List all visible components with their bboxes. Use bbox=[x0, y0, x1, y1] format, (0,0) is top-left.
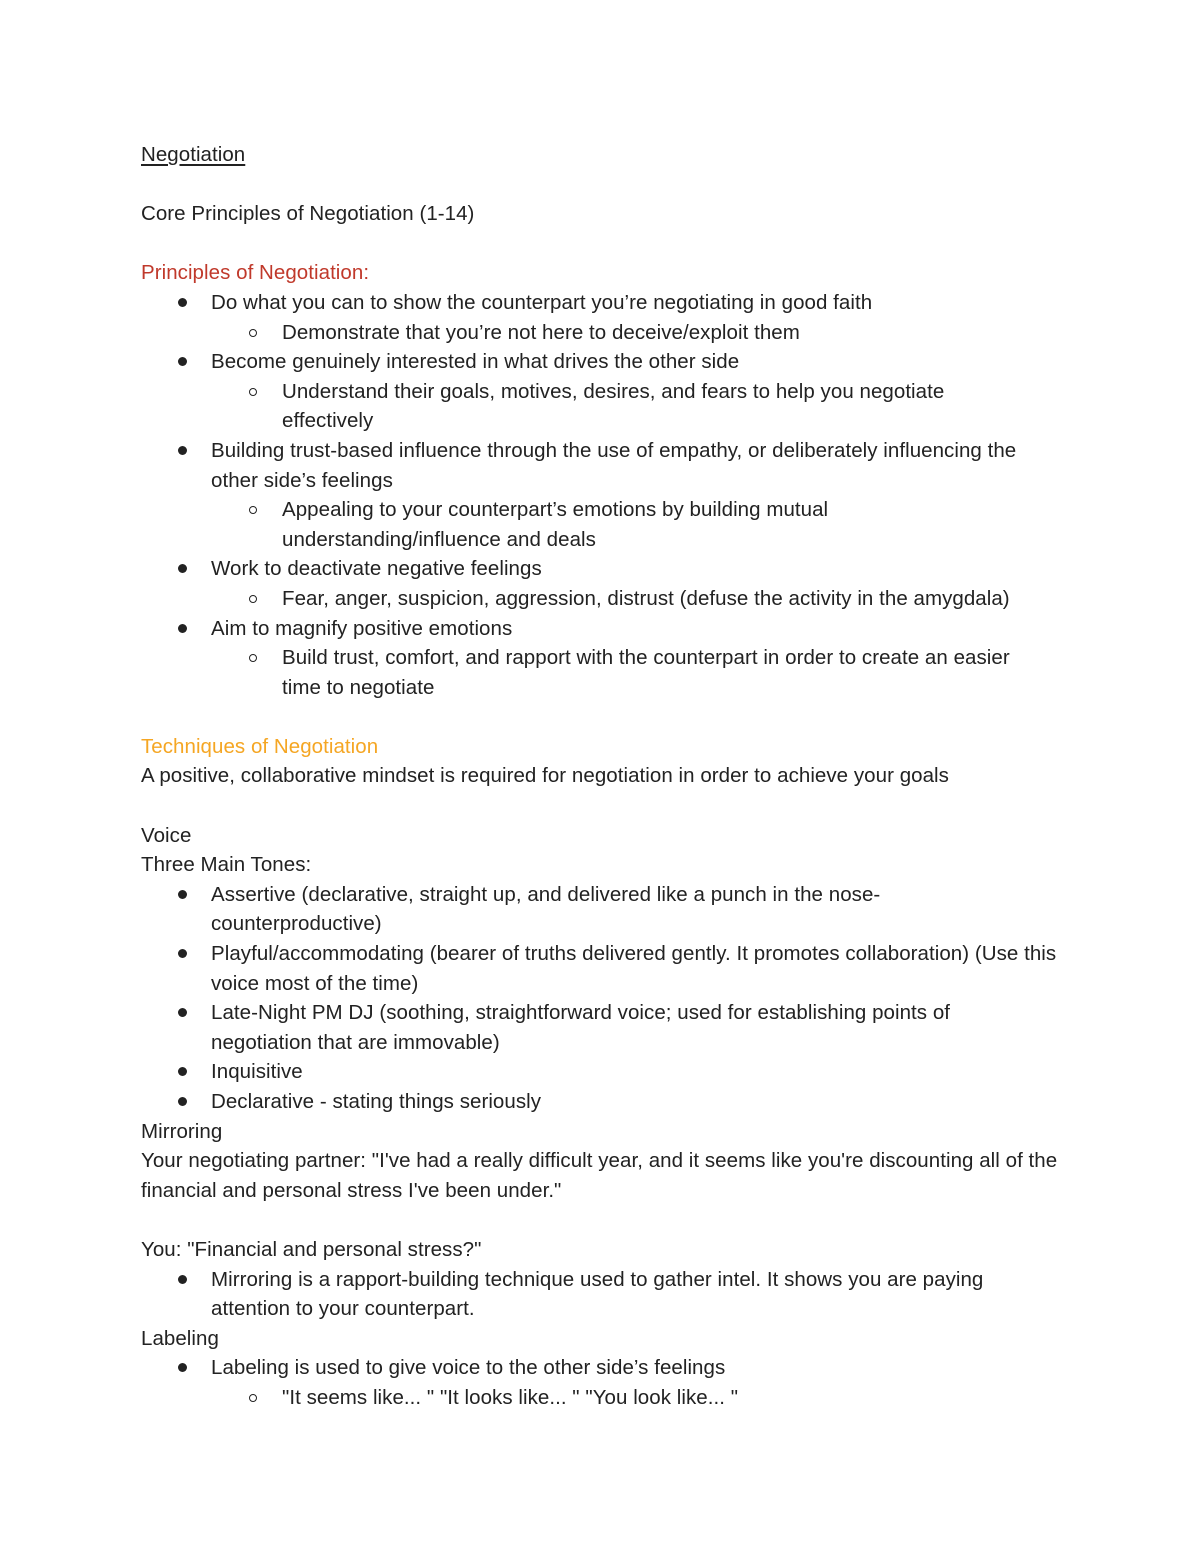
sub-list bbox=[211, 495, 1071, 554]
labeling-list bbox=[141, 1353, 1071, 1412]
voice-subheading: Three Main Tones: bbox=[141, 853, 312, 877]
sub-list bbox=[211, 377, 1071, 436]
hollow-bullet-icon bbox=[249, 595, 257, 603]
list-item: Labeling is used to give voice to the other side’s feelings "It seems like... " "It looks like... " "You look like... " bbox=[141, 1353, 1071, 1412]
list-item: Playful/accommodating (bearer of truths delivered gently. It promotes collaboration) (Use this voice most of the time) bbox=[141, 939, 1071, 998]
spacer bbox=[141, 170, 1071, 200]
spacer bbox=[141, 1205, 1071, 1235]
hollow-bullet-icon bbox=[249, 654, 257, 662]
hollow-bullet-icon bbox=[249, 329, 257, 337]
sub-list-item: Fear, anger, suspicion, aggression, distrust (defuse the activity in the amygdala) bbox=[211, 584, 1071, 614]
bullet-icon bbox=[178, 298, 187, 307]
list-item: Mirroring is a rapport-building technique used to gather intel. It shows you are paying attention to your counterpart. bbox=[141, 1265, 1071, 1324]
sub-list bbox=[211, 584, 1071, 614]
voice-list bbox=[141, 880, 1071, 1117]
labeling-heading: Labeling bbox=[141, 1326, 219, 1350]
document-title: Negotiation bbox=[141, 143, 246, 166]
bullet-icon bbox=[178, 890, 187, 899]
list-item: Inquisitive bbox=[141, 1057, 1071, 1087]
sub-list-item: Demonstrate that you’re not here to deceive/exploit them bbox=[211, 318, 1071, 348]
mirroring-list bbox=[141, 1265, 1071, 1324]
sub-list bbox=[211, 318, 1071, 348]
hollow-bullet-icon bbox=[249, 506, 257, 514]
list-item: Building trust-based influence through the use of empathy, or deliberately influencing the other side’s feelings Appealing to your counterpart’s emotions by building mutual understanding/influence and deals bbox=[141, 436, 1071, 554]
spacer bbox=[141, 791, 1071, 821]
list-item: Do what you can to show the counterpart you’re negotiating in good faith Demonstrate that you’re not here to deceive/exploit them bbox=[141, 288, 1071, 347]
list-item: Assertive (declarative, straight up, and delivered like a punch in the nose- counterproductive) bbox=[141, 880, 1071, 939]
voice-heading: Voice bbox=[141, 823, 192, 847]
you-quote: You: "Financial and personal stress?" bbox=[141, 1237, 482, 1261]
spacer bbox=[141, 229, 1071, 259]
principles-list bbox=[141, 288, 1071, 702]
document-subtitle: Core Principles of Negotiation (1-14) bbox=[141, 202, 475, 226]
techniques-intro: A positive, collaborative mindset is required for negotiation in order to achieve your goals bbox=[141, 764, 949, 788]
sub-list bbox=[211, 1383, 1071, 1413]
mirroring-heading: Mirroring bbox=[141, 1119, 223, 1143]
sub-list-item: Appealing to your counterpart’s emotions by building mutual understanding/influence and deals bbox=[211, 495, 1071, 554]
sub-list-item: "It seems like... " "It looks like... " "You look like... " bbox=[211, 1383, 1071, 1413]
sub-list-item: Build trust, comfort, and rapport with the counterpart in order to create an easier time to negotiate bbox=[211, 643, 1071, 702]
bullet-icon bbox=[178, 1008, 187, 1017]
sub-list-item: Understand their goals, motives, desires, and fears to help you negotiate effectively bbox=[211, 377, 1071, 436]
bullet-icon bbox=[178, 1067, 187, 1076]
bullet-icon bbox=[178, 1097, 187, 1106]
hollow-bullet-icon bbox=[249, 1394, 257, 1402]
document-page bbox=[141, 140, 1071, 1413]
list-item: Become genuinely interested in what drives the other side Understand their goals, motives, desires, and fears to help you negotiate effectively bbox=[141, 347, 1071, 436]
bullet-icon bbox=[178, 446, 187, 455]
partner-quote: Your negotiating partner: "I've had a really difficult year, and it seems like you're discounting all of the financial and personal stress I've been under." bbox=[141, 1149, 1058, 1202]
techniques-heading: Techniques of Negotiation bbox=[141, 734, 379, 758]
bullet-icon bbox=[178, 357, 187, 366]
list-item: Declarative - stating things seriously bbox=[141, 1087, 1071, 1117]
bullet-icon bbox=[178, 564, 187, 573]
sub-list bbox=[211, 643, 1071, 702]
bullet-icon bbox=[178, 949, 187, 958]
bullet-icon bbox=[178, 1275, 187, 1284]
hollow-bullet-icon bbox=[249, 388, 257, 396]
principles-heading: Principles of Negotiation: bbox=[141, 261, 370, 285]
list-item: Aim to magnify positive emotions Build trust, comfort, and rapport with the counterpart in order to create an easier time to negotiate bbox=[141, 614, 1071, 703]
list-item: Work to deactivate negative feelings Fear, anger, suspicion, aggression, distrust (defuse the activity in the amygdala) bbox=[141, 554, 1071, 613]
list-item: Late-Night PM DJ (soothing, straightforward voice; used for establishing points of negotiation that are immovable) bbox=[141, 998, 1071, 1057]
spacer bbox=[141, 702, 1071, 732]
bullet-icon bbox=[178, 624, 187, 633]
bullet-icon bbox=[178, 1363, 187, 1372]
